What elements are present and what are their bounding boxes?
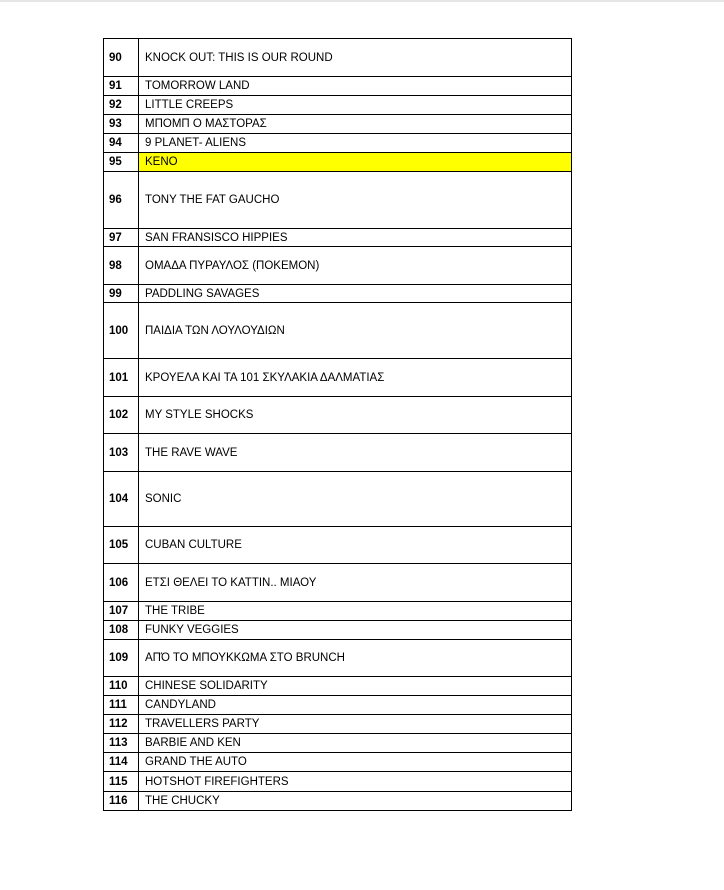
- table-row: [104, 602, 572, 621]
- table-row: [104, 285, 572, 303]
- table-row-highlighted: [104, 153, 572, 172]
- table-row: [104, 77, 572, 96]
- table-row: [104, 621, 572, 640]
- table-row: [104, 434, 572, 472]
- team-name: TOMORROW LAND: [139, 77, 572, 96]
- table-row: [104, 39, 572, 77]
- row-number: 91: [104, 77, 139, 96]
- team-name: TRAVELLERS PARTY: [139, 715, 572, 734]
- row-number: 107: [104, 602, 139, 621]
- team-list-body: [104, 39, 572, 811]
- team-name: HOTSHOT FIREFIGHTERS: [139, 772, 572, 792]
- row-number: 102: [104, 397, 139, 434]
- row-number: 116: [104, 792, 139, 811]
- row-number: 99: [104, 285, 139, 303]
- row-number: 98: [104, 247, 139, 285]
- row-number: 93: [104, 115, 139, 134]
- table-row: [104, 247, 572, 285]
- table-row: [104, 397, 572, 434]
- row-number: 105: [104, 527, 139, 564]
- team-name: LITTLE CREEPS: [139, 96, 572, 115]
- team-name: THE CHUCKY: [139, 792, 572, 811]
- table-row: [104, 677, 572, 696]
- page-top-edge: [0, 0, 724, 2]
- team-name: GRAND THE AUTO: [139, 753, 572, 772]
- team-name: ΟΜΑΔΑ ΠΥΡΑΥΛΟΣ (ΠΟΚΕΜΟΝ): [139, 247, 572, 285]
- team-name: BARBIE AND KEN: [139, 734, 572, 753]
- team-name: ΚΡΟΥΕΛΑ ΚΑΙ ΤΑ 101 ΣΚΥΛΑΚΙΑ ΔΑΛΜΑΤΙΑΣ: [139, 359, 572, 397]
- team-name: FUNKY VEGGIES: [139, 621, 572, 640]
- table-row: [104, 772, 572, 792]
- row-number: 110: [104, 677, 139, 696]
- table-row: [104, 229, 572, 247]
- row-number: 115: [104, 772, 139, 792]
- team-name: KENO: [139, 153, 572, 172]
- table-row: [104, 792, 572, 811]
- table-row: [104, 96, 572, 115]
- row-number: 109: [104, 640, 139, 677]
- team-name: ΑΠΌ ΤΟ ΜΠΟΥΚΚΩΜΑ ΣΤΟ BRUNCH: [139, 640, 572, 677]
- table-row: [104, 640, 572, 677]
- row-number: 103: [104, 434, 139, 472]
- table-row: [104, 134, 572, 153]
- row-number: 104: [104, 472, 139, 527]
- team-name: SONIC: [139, 472, 572, 527]
- row-number: 95: [104, 153, 139, 172]
- row-number: 92: [104, 96, 139, 115]
- table-row: [104, 303, 572, 359]
- table-row: [104, 359, 572, 397]
- team-name: ΜΠΟΜΠ Ο ΜΑΣΤΟΡΑΣ: [139, 115, 572, 134]
- row-number: 112: [104, 715, 139, 734]
- team-name: CHINESE SOLIDARITY: [139, 677, 572, 696]
- row-number: 97: [104, 229, 139, 247]
- row-number: 114: [104, 753, 139, 772]
- row-number: 90: [104, 39, 139, 77]
- row-number: 108: [104, 621, 139, 640]
- team-name: KNOCK OUT: THIS IS OUR ROUND: [139, 39, 572, 77]
- team-name: TONY THE FAT GAUCHO: [139, 172, 572, 229]
- row-number: 113: [104, 734, 139, 753]
- team-name: SAN FRANSISCO HIPPIES: [139, 229, 572, 247]
- row-number: 94: [104, 134, 139, 153]
- team-name: CUBAN CULTURE: [139, 527, 572, 564]
- table-row: [104, 527, 572, 564]
- team-name: MY STYLE SHOCKS: [139, 397, 572, 434]
- table-row: [104, 472, 572, 527]
- table-row: [104, 715, 572, 734]
- table-row: [104, 734, 572, 753]
- team-name: ΠΑΙΔΙΑ ΤΩΝ ΛΟΥΛΟΥΔΙΩΝ: [139, 303, 572, 359]
- row-number: 106: [104, 564, 139, 602]
- table-row: [104, 696, 572, 715]
- row-number: 111: [104, 696, 139, 715]
- team-name: 9 PLANET- ALIENS: [139, 134, 572, 153]
- table-row: [104, 115, 572, 134]
- team-name: PADDLING SAVAGES: [139, 285, 572, 303]
- table-row: [104, 564, 572, 602]
- row-number: 101: [104, 359, 139, 397]
- row-number: 100: [104, 303, 139, 359]
- team-name: CANDYLAND: [139, 696, 572, 715]
- team-name: ΕΤΣΙ ΘΕΛΕΙ ΤΟ ΚΑΤΤΙΝ.. ΜΙΑΟΥ: [139, 564, 572, 602]
- team-name: THE TRIBE: [139, 602, 572, 621]
- team-name: THE RAVE WAVE: [139, 434, 572, 472]
- row-number: 96: [104, 172, 139, 229]
- table-row: [104, 172, 572, 229]
- team-list-table: [103, 38, 572, 811]
- table-row: [104, 753, 572, 772]
